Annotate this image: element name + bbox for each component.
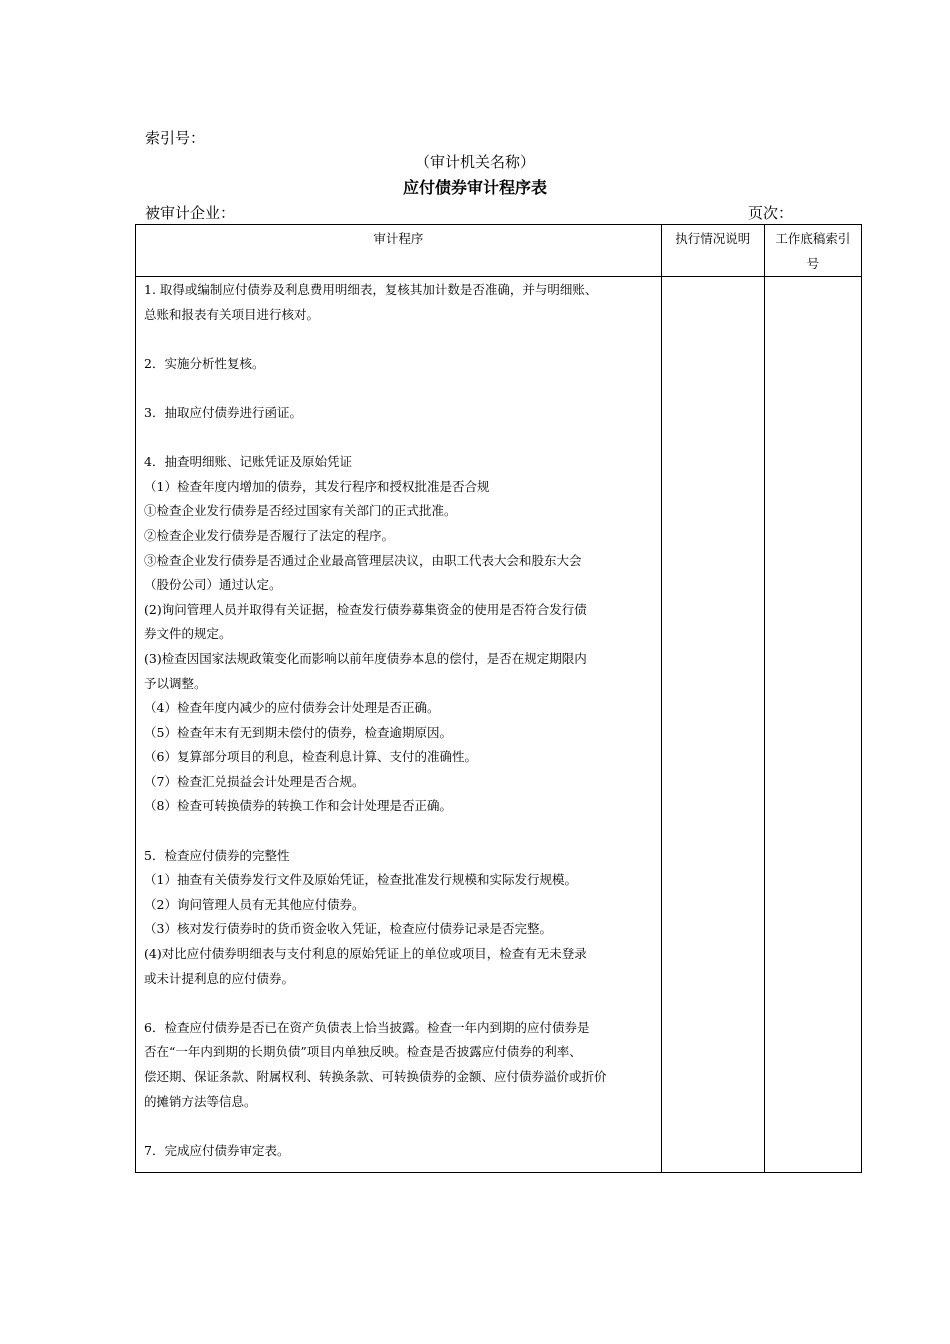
procedure-line: ①检查企业发行债券是否经过国家有关部门的正式批准。 xyxy=(144,503,457,519)
procedure-spacer xyxy=(144,991,655,1016)
table-body-row xyxy=(136,277,862,1173)
procedure-line: （6）复算部分项目的利息，检查利息计算、支付的准确性。 xyxy=(144,749,477,765)
column-header-workpaper-index-text: 工作底稿索引号 xyxy=(775,231,851,271)
audited-company-label: 被审计企业： xyxy=(145,204,236,222)
table-header-row xyxy=(136,225,862,277)
column-header-procedure: 审计程序 xyxy=(136,225,662,277)
procedure-line: 否在“一年内到期的长期负债”项目内单独反映。检查是否披露应付债券的利率、 xyxy=(144,1044,582,1060)
procedure-spacer xyxy=(144,426,655,451)
procedure-list xyxy=(136,277,661,1163)
page-title: 应付债券审计程序表 xyxy=(402,178,547,197)
procedure-line: （1）检查年度内增加的债券，其发行程序和授权批准是否合规 xyxy=(144,478,490,494)
procedure-spacer xyxy=(144,327,655,352)
workpaper-index-cell[interactable] xyxy=(764,277,861,1173)
procedure-line: ③检查企业发行债券是否通过企业最高管理层决议，由职工代表大会和股东大会 xyxy=(144,552,582,568)
procedure-line: 6．检查应付债券是否已在资产负债表上恰当披露。检查一年内到期的应付债券是 xyxy=(144,1019,590,1035)
procedure-line: ②检查企业发行债券是否履行了法定的程序。 xyxy=(144,527,395,543)
execution-notes-cell[interactable] xyxy=(661,277,764,1173)
procedure-line: (3)检查因国家法规政策变化而影响以前年度债券本息的偿付，是否在规定期限内 xyxy=(144,650,587,666)
procedure-line: 2．实施分析性复核。 xyxy=(144,355,265,371)
procedure-line: 4．抽查明细账、记账凭证及原始凭证 xyxy=(144,454,352,470)
procedure-line: 予以调整。 xyxy=(144,675,207,691)
procedure-line: (4)对比应付债券明细表与支付利息的原始凭证上的单位或项目，检查有无未登录 xyxy=(144,946,587,962)
column-header-execution xyxy=(661,225,764,277)
procedure-line: 1. 取得或编制应付债券及利息费用明细表，复核其加计数是否准确，并与明细账、 xyxy=(144,282,598,297)
procedure-line: 券文件的规定。 xyxy=(144,626,232,642)
procedure-line: （7）检查汇兑损益会计处理是否合规。 xyxy=(144,773,365,789)
audit-procedure-table xyxy=(135,224,862,1173)
procedure-line: （1）抽查有关债券发行文件及原始凭证，检查批准发行规模和实际发行规模。 xyxy=(144,872,577,888)
column-header-workpaper-index xyxy=(764,225,861,277)
page-number-label: 页次： xyxy=(748,204,794,222)
procedure-line: 偿还期、保证条款、附属权利、转换条款、可转换债券的金额、应付债券溢价或折价 xyxy=(144,1069,607,1084)
index-number-label: 索引号： xyxy=(145,129,206,147)
procedure-spacer xyxy=(144,376,655,401)
column-header-execution-text: 执行情况说明 xyxy=(675,231,751,246)
audit-organization-name: （审计机关名称） xyxy=(414,153,535,171)
procedure-line: 总账和报表有关项目进行核对。 xyxy=(144,306,320,322)
procedure-spacer xyxy=(144,819,655,844)
procedure-line: (2)询问管理人员并取得有关证据，检查发行债券募集资金的使用是否符合发行债 xyxy=(144,601,587,617)
procedure-spacer xyxy=(144,1114,655,1139)
procedure-cell xyxy=(136,277,662,1173)
procedure-line: （4）检查年度内减少的应付债券会计处理是否正确。 xyxy=(144,700,440,716)
procedure-line: （3）核对发行债券时的货币资金收入凭证，检查应付债券记录是否完整。 xyxy=(144,921,552,937)
procedure-line: 3．抽取应付债券进行函证。 xyxy=(144,404,302,420)
procedure-line: （股份公司）通过认定。 xyxy=(144,577,282,593)
procedure-line: （5）检查年末有无到期未偿付的债券，检查逾期原因。 xyxy=(144,724,452,740)
procedure-line: 7．完成应付债券审定表。 xyxy=(144,1142,290,1158)
procedure-line: （8）检查可转换债券的转换工作和会计处理是否正确。 xyxy=(144,798,452,814)
procedure-line: 或未计提利息的应付债券。 xyxy=(144,970,295,986)
procedure-line: （2）询问管理人员有无其他应付债券。 xyxy=(144,896,365,912)
procedure-line: 的摊销方法等信息。 xyxy=(144,1093,257,1109)
procedure-line: 5．检查应付债券的完整性 xyxy=(144,847,290,863)
